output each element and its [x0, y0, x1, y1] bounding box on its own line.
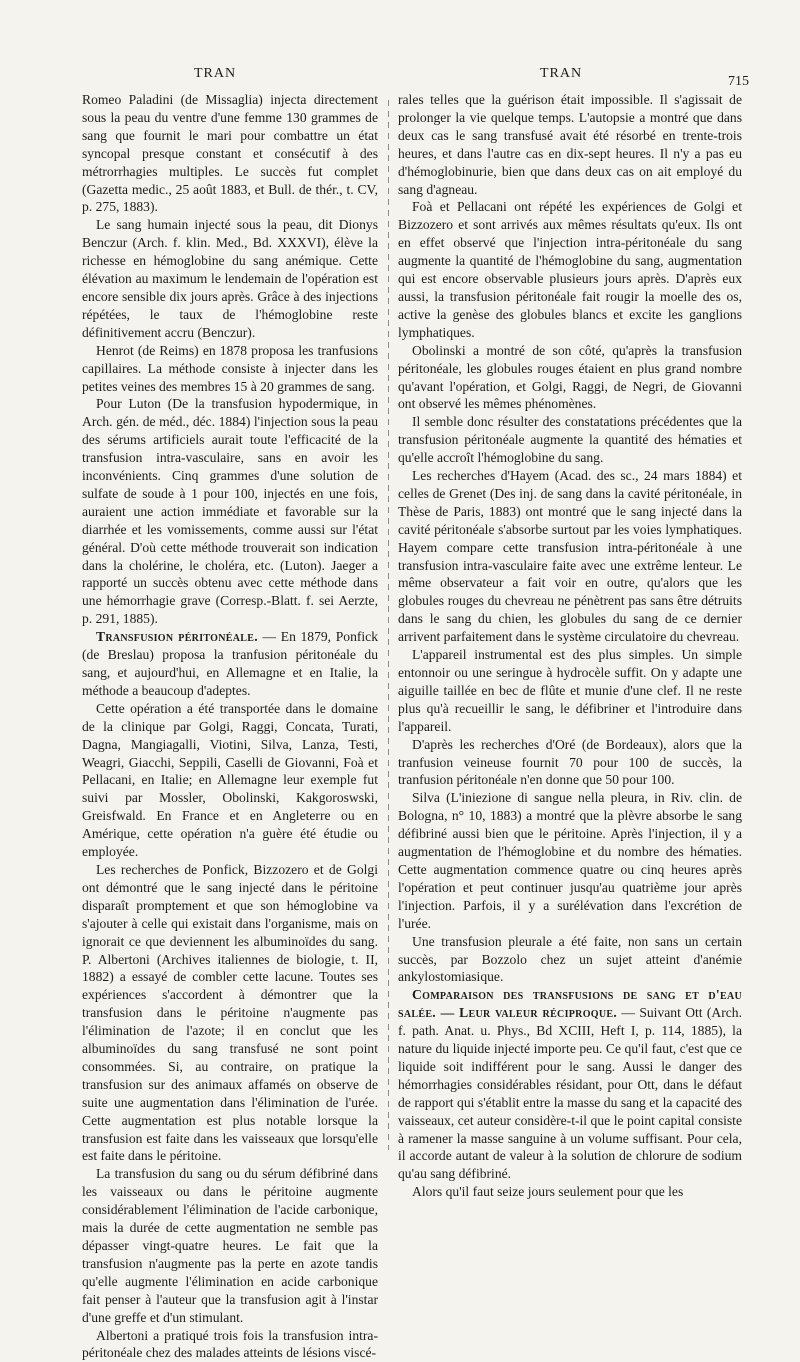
paragraph: Silva (L'iniezione di sangue nella pleura, in Riv. clin. de Bologna, n° 10, 1883) a montré que la plèvre absorbe le sang défibriné aussi bien que le péritoine. Après l'injection, il y a augmentation de l'hémoglobine et du nombre des hématies. Cette augmentation commence quatre ou cinq heures après l'opération et peut continuer jusqu'au quatrième jour après l'injection. Parfois, il y a surélévation dans l'excrétion de l'urée. — [398, 790, 742, 931]
paragraph: La transfusion du sang ou du sérum défibriné dans les vaisseaux ou dans le péritoine augmente considérablement l'élimination de l'acide carbonique, mais la durée de cette augmentation ne semble pas dépasser vingt-quatre heures. Le fait que la transfusion n'augmente pas la perte en azote tandis qu'elle augmente l'élimination en acide carbonique fait penser à l'auteur que la transfusion agit à l'instar d'une greffe et d'un stimulant. — [82, 1166, 378, 1325]
paragraph: rales telles que la guérison était impossible. Il s'agissait de prolonger la vie quelque temps. L'autopsie a montré que dans deux cas le sang transfusé avait été résorbé en trente-trois heures, et dans l'autre cas en dix-sept heures. Il n'y a pas eu d'hémoglobinurie, bien que dans deux cas on ait employé du sang d'agneau. — [398, 92, 742, 197]
paragraph-text: — En 1879, Ponfick (de Breslau) proposa la tranfusion péritonéale du sang, et aujourd'hui, en Allemagne et en Italie, la méthode a beaucoup d'adeptes. — [82, 629, 378, 698]
paragraph: Pour Luton (De la transfusion hypodermique, in Arch. gén. de méd., déc. 1884) l'injection sous la peau des sérums artificiels aurait toute l'efficacité de la transfusion intra-vasculaire, sans en avoir les inconvénients. Cinq grammes d'une solution de sulfate de soude à 1 pour 100, injectés en une fois, auraient une action immédiate et favorable sur la diarrhée et les vomissements, comme aussi sur l'état général. D'où cette méthode trouverait son indication dans la cholérine, le choléra, etc. (Luton). Jaeger a rapporté un succès obtenu avec cette méthode dans une hémorrhagie grave (Corresp.-Blatt. f. sei Aerzte, p. 291, 1885). — [82, 396, 378, 627]
paragraph — [82, 628, 378, 700]
paragraph: Romeo Paladini (de Missaglia) injecta directement sous la peau du ventre d'une femme 130 grammes de sang que fournit le mari pour combattre un état syncopal presque constant et consécutif à des métrorrhagies multiples. Le succès fut complet (Gazetta medic., 25 août 1883, et Bull. de thér., t. CV, p. 275, 1883). — [82, 92, 378, 215]
paragraph-text: — Suivant Ott (Arch. f. path. Anat. u. Phys., Bd XCIII, Heft I, p. 114, 1885), la nature du liquide injecté importe peu. Ce qu'il faut, c'est que ce liquide soit indifférent pour le sang. Aussi le danger des hémorrhagies considérables résidant, pour Ott, dans le défaut de rapport qui s'établit entre la masse du sang et la capacité des vaisseaux, cet auteur considère-t-il que le point capital consiste à ramener la masse sanguine à un volume suffisant. Pour cela, il accorde autant de valeur à la solution de chlorure de sodium qu'au sang défibriné. — [398, 1005, 743, 1182]
left-column — [82, 91, 378, 1361]
paragraph: Cette opération a été transportée dans le domaine de la clinique par Golgi, Raggi, Concata, Turati, Dagna, Mangiagalli, Viotini, Silva, Lanza, Testi, Weagri, Giacchi, Seppili, Caselli de Giovanni, Foà et Pellacani, en Italie; en Allemagne leur exemple fut suivi par Mossler, Obolinski, Kakgoroswski, Greisfwald. En France et en Angleterre ou en Amérique, cette opération n'a guère été étudie ou employée. — [82, 700, 378, 860]
run-in-heading: Transfusion péritonéale. — [96, 629, 258, 645]
paragraph: Albertoni a pratiqué trois fois la transfusion intra-péritonéale chez des malades atteints de lésions viscé- — [82, 1327, 378, 1361]
paragraph — [398, 986, 742, 1183]
paragraph: Les recherches d'Hayem (Acad. des sc., 24 mars 1884) et celles de Grenet (Des inj. de sang dans la cavité péritonéale, in Thèse de Paris, 1883) ont montré que le sang injecté dans la cavité péritonéale s'absorbe surtout par les voies lymphatiques. Hayem compare cette transfusion intra-péritonéale à une transfusion intra-vasculaire faite avec une extrême lenteur. Le même observateur a fait voir en outre, qu'alors que les globules rouges du chevreau ne pénètrent pas sans être détruits dans le sang du chien, les globules du sang de ce dernier arrivent parfaitement dans le système circulatoire du chevreau. — [398, 468, 742, 645]
paragraph: Le sang humain injecté sous la peau, dit Dionys Benczur (Arch. f. klin. Med., Bd. XXXVI), élève la richesse en hémoglobine du sang anémique. Cette élévation au maximum le lendemain de l'opération est encore sensible dix jours après. Grâce à des injections répétées, le taux de l'hémoglobine reste définitivement accru (Benczur). — [82, 217, 378, 340]
running-head-left: TRAN — [194, 66, 237, 81]
paragraph: Une transfusion pleurale a été faite, non sans un certain succès, par Bozzolo chez un sujet atteint d'anémie ankylostomiasique. — [398, 933, 742, 985]
paragraph: Henrot (de Reims) en 1878 proposa les tranfusions capillaires. La méthode consiste à injecter dans les petites veines des membres 15 à 20 grammes de sang. — [82, 342, 378, 394]
right-column — [398, 91, 743, 1200]
paragraph: Foà et Pellacani ont répété les expériences de Golgi et Bizzozero et sont arrivés aux mêmes résultats qu'eux. Ils ont en effet observé que l'injection intra-péritonéale du sang augmente la quantité de l'hémoglobine du sang, augmentation qui est encore observable plusieurs jours après. D'après eux aussi, la transfusion péritonéale fait rougir la moelle des os, active la genèse des globules blancs et excite les ganglions lymphatiques. — [398, 199, 742, 340]
paragraph: Alors qu'il faut seize jours seulement pour que les — [412, 1184, 684, 1200]
page-number: 715 — [728, 74, 749, 89]
paragraph: D'après les recherches d'Oré (de Bordeaux), alors que la tranfusion veineuse fournit 70 pour 100 de succès, la tranfusion péritonéale n'en donne que 50 pour 100. — [398, 736, 742, 788]
paragraph: Il semble donc résulter des constatations précédentes que la transfusion péritonéale augmente la quantité des hématies et qu'elle accroît l'hémoglobine du sang. — [398, 414, 742, 466]
paragraph: L'appareil instrumental est des plus simples. Un simple entonnoir ou une seringue à hydrocèle suffit. On y adapte une aiguille taillée en bec de flûte et munie d'une clef. Il ne reste plus qu'à recueillir le sang, le défibriner et l'introduire dans l'appareil. — [398, 647, 742, 734]
run-in-heading: Comparaison des transfusions de sang et d'eau salée. — Leur valeur réciproque. — [398, 987, 742, 1021]
running-head-right: TRAN — [540, 66, 583, 81]
paragraph: Obolinski a montré de son côté, qu'après la transfusion péritonéale, les globules rouges étaient en plus grand nombre qu'avant l'opération, et Golgi, Raggi, de Negri, de Giovanni ont observé les mêmes phénomènes. — [398, 342, 742, 412]
column-divider — [388, 100, 389, 1150]
paragraph: Les recherches de Ponfick, Bizzozero et de Golgi ont démontré que le sang injecté dans le péritoine disparaît promptement et que son hémoglobine va s'ajouter à celle qui existait dans l'organisme, mais on ignorait ce que deviennent les albuminoïdes du sang. P. Albertoni (Archives italiennes de biologie, t. II, 1882) a essayé de combler cette lacune. Toutes ses expériences s'accordent à démontrer que la transfusion dans le péritoine n'augmente pas l'élimination de l'azote; il en conclut que les albuminoïdes du sang transfusé ne sont point consommées. Si, au contraire, on pratique la transfusion sur des animaux affamés on observe de suite une augmentation dans l'élimination de l'urée. Cette augmentation est plus notable lorsque la transfusion est faite dans les vaisseaux que lorsqu'elle est faite dans le péritoine. — [82, 861, 378, 1164]
